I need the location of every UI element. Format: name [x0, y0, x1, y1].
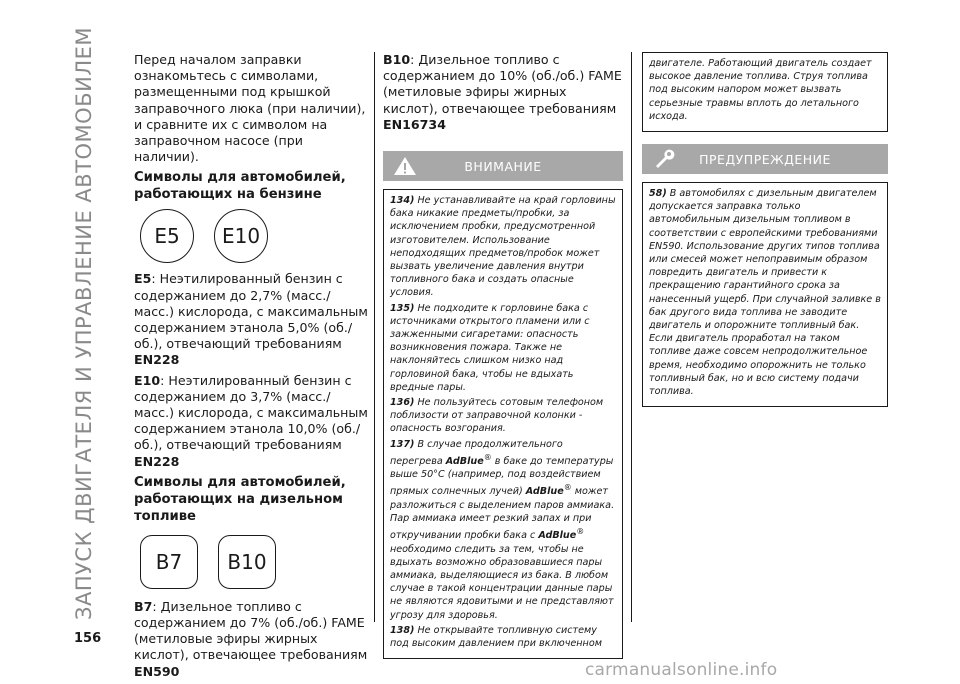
- note-text: Не подходите к горловине бака с источниками открытого пламени или с зажженными сигаретами: опасность возникновения пожара. Также не наклоняйтесь слишком низко над горловиной бака, чтобы не вдыхать вредные пары.: [390, 302, 590, 393]
- b10-standard: EN16734: [383, 116, 446, 132]
- b7-code: B7: [134, 598, 153, 614]
- e5-description: [134, 271, 368, 368]
- warning-box: [642, 182, 888, 407]
- registered-mark: ®: [563, 483, 572, 493]
- note-58: [649, 187, 881, 398]
- b7-standard: EN590: [134, 663, 180, 679]
- note-text: необходимо следить за тем, чтобы не вдыхать возможно образовавшиеся пары аммиака, выделяющиеся из бака. В любом случае в такой концентрации данные пары не являются ядовитыми и не представляют угрозу для здоровья.: [390, 543, 614, 621]
- column-divider: [631, 52, 632, 622]
- b10-symbol: B10: [218, 535, 276, 589]
- note-text: В случае продолжительного перегрева: [390, 438, 563, 468]
- e10-description: [134, 373, 368, 470]
- warning-banner: [642, 144, 888, 174]
- e5-text: : Неэтилированный бензин с содержанием до 2,7% (масс./масс.) кислорода, с максимальным содержанием этанола 5,0% (об./об.), отвечающий требованиям: [134, 271, 368, 352]
- note-number: 137): [390, 438, 415, 450]
- attention-banner: [383, 151, 623, 181]
- column-divider: [374, 52, 375, 622]
- column-2: [383, 52, 623, 659]
- continued-text: двигателе. Работающий двигатель создает высокое давление топлива. Струя топлива под высоким напором может вызвать серьезные травмы вплоть до летального исхода.: [649, 58, 872, 122]
- e5-symbol: E5: [140, 209, 194, 263]
- note-text: Не открывайте топливную систему под высоким давлением при включенном: [390, 624, 602, 650]
- note-137: [390, 438, 616, 622]
- b7-symbol: B7: [140, 535, 198, 589]
- attention-box: [383, 189, 623, 659]
- adblue-term: AdBlue: [525, 486, 564, 498]
- e5-code: E5: [134, 271, 152, 287]
- adblue-term: AdBlue: [538, 530, 577, 542]
- b10-code: B10: [383, 52, 411, 67]
- note-text: Не устанавливайте на край горловины бака никакие предметы/пробки, за исключением пробки, предусмотренной изготовителем. Использование неподходящих предметов/пробок может вызвать увеличение давления внутри топливного бака и создать опасные условия.: [390, 195, 616, 299]
- note-text: может разложиться с выделением паров аммиака. Пар аммиака имеет резкий запах и при откручивании пробки бака с: [390, 486, 615, 542]
- column-1: [134, 52, 368, 684]
- b10-text: : Дизельное топливо с содержанием до 10% (об./об.) FAME (метиловые эфиры жирных кислот), отвечающее требованиям: [383, 52, 622, 116]
- petrol-heading: Символы для автомобилей, работающих на бензине: [134, 170, 346, 203]
- note-138: [390, 624, 616, 650]
- registered-mark: ®: [576, 527, 585, 537]
- e5-standard: EN228: [134, 352, 180, 368]
- note-text: в баке до температуры выше 50°C (например, под воздействием прямых солнечных лучей): [390, 456, 614, 498]
- adblue-term: AdBlue: [445, 456, 484, 468]
- note-number: 136): [390, 397, 415, 409]
- note-number: 134): [390, 195, 415, 207]
- e10-symbol: E10: [214, 209, 268, 263]
- note-number: 135): [390, 302, 415, 314]
- note-number: 138): [390, 624, 415, 636]
- b10-description: [383, 52, 623, 133]
- e10-standard: EN228: [134, 453, 180, 469]
- petrol-symbols: [140, 209, 368, 263]
- wrench-icon: [652, 148, 676, 170]
- watermark: carmanualsonline.info: [585, 660, 778, 680]
- warning-label: ПРЕДУПРЕЖДЕНИЕ: [699, 151, 831, 167]
- note-text: В автомобилях с дизельным двигателем допускается заправка только автомобильным дизельным топливом в соответствии с европейскими требованиями EN590. Использование других типов топлива или смесей может непоправимым образом повредить двигатель и привести к прекращению гарантийного срока за нанесенный ущерб. При случайной заливке в бак другого вида топлива не заводите двигатель и опорожните топливный бак. Если двигатель проработал на таком топливе даже совсем непродолжительное время, необходимо опорожнить не только топливный бак, но и всю систему подачи топлива.: [649, 188, 881, 398]
- registered-mark: ®: [483, 452, 492, 462]
- page-number: 156: [74, 631, 102, 646]
- e10-code: E10: [134, 372, 161, 388]
- intro-paragraph: Перед началом заправки ознакомьтесь с символами, размещенными под крышкой заправочного люка (при наличии), и сравните их с символом на заправочном насосе (при наличии).: [134, 52, 366, 165]
- note-number: 58): [649, 188, 667, 200]
- note-134: [390, 194, 616, 300]
- note-136: [390, 396, 616, 436]
- note-text: Не пользуйтесь сотовым телефоном поблизости от заправочной колонки - опасность возгорания.: [390, 397, 604, 435]
- attention-label: ВНИМАНИЕ: [464, 158, 542, 174]
- e10-text: : Неэтилированный бензин с содержанием до 3,7% (масс./масс.) кислорода, с максимальным содержанием этанола 10,0% (об./об.), отвечающий требованиям: [134, 372, 368, 453]
- warning-triangle-icon: [393, 155, 417, 177]
- diesel-symbols: [140, 535, 368, 589]
- b7-description: [134, 599, 368, 680]
- diesel-heading: Символы для автомобилей, работающих на дизельном топливе: [134, 474, 346, 524]
- note-135: [390, 302, 616, 394]
- b7-text: : Дизельное топливо с содержанием до 7% (об./об.) FAME (метиловые эфиры жирных кислот), отвечающее требованиям: [134, 598, 368, 663]
- column-3: [642, 52, 888, 407]
- chapter-title: ЗАПУСК ДВИГАТЕЛЯ И УПРАВЛЕНИЕ АВТОМОБИЛЕМ: [72, 27, 96, 620]
- continued-box: [642, 52, 888, 132]
